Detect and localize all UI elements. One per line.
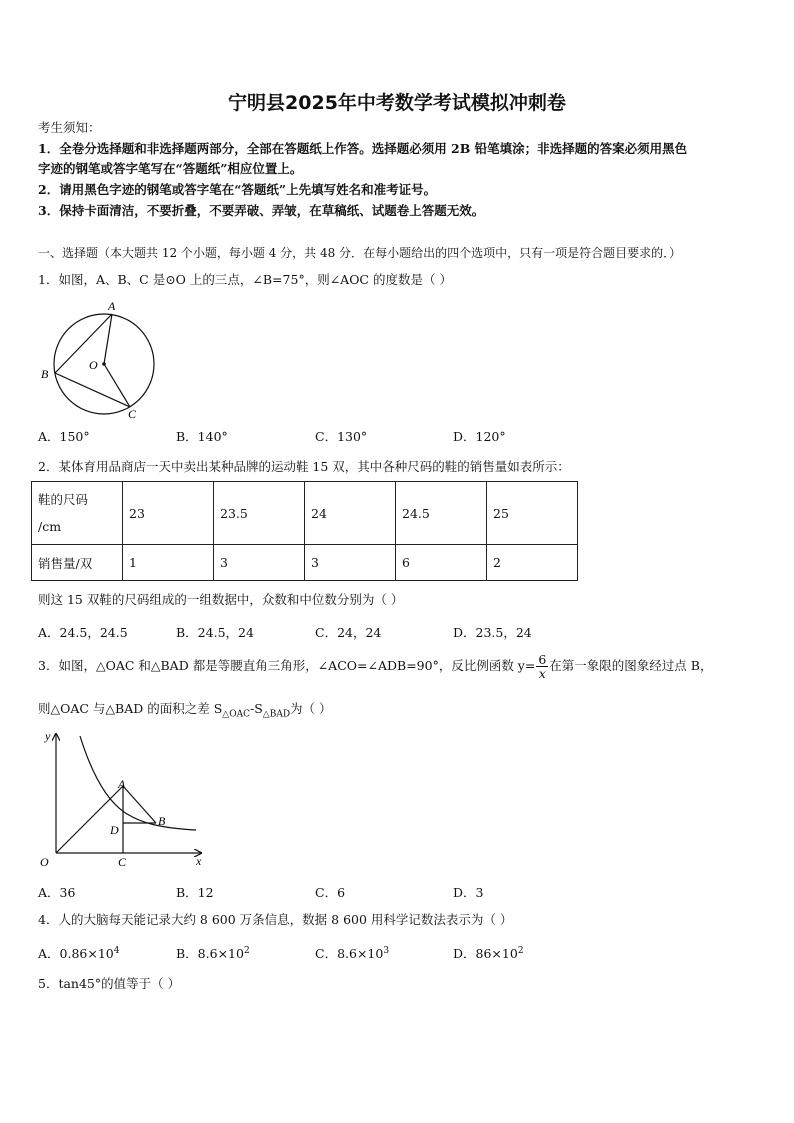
q3-stem-text-b: 在第一象限的图象经过点 B， <box>549 658 713 673</box>
table-cell: 24.5 <box>396 482 487 545</box>
header-size-unit: /cm <box>38 519 62 534</box>
q4-option-b-base: B．8.6×10 <box>176 946 244 961</box>
label-o: O <box>89 358 98 372</box>
header-size-text: 鞋的尺码 <box>38 492 89 507</box>
label-a: A <box>118 777 126 791</box>
table-header-count: 销售量/双 <box>32 545 123 581</box>
q3-option-d: D．3 <box>453 885 484 900</box>
q4-stem: 4．人的大脑每天能记录大约 8 600 万条信息，数据 8 600 用科学记数法表示为（ ） <box>38 912 513 927</box>
q1-option-c: C．130° <box>315 429 368 444</box>
table-header-size <box>32 482 123 545</box>
notice-line-1-cont: 字迹的钢笔或答字笔写在“答题纸”相应位置上。 <box>38 161 303 176</box>
segment-ab <box>123 786 156 823</box>
q4-option-a-base: A．0.86×10 <box>38 946 114 961</box>
notice-heading: 考生须知： <box>38 120 101 135</box>
q3-stem2-b: 为（ ） <box>290 701 332 716</box>
q2-question: 则这 15 双鞋的尺码组成的一组数据中，众数和中位数分别为（ ） <box>38 592 404 607</box>
center-point <box>102 362 106 366</box>
shoe-size-table <box>31 481 578 581</box>
q2-option-a: A．24.5，24.5 <box>38 625 128 640</box>
label-d: D <box>110 823 119 837</box>
q3-stem <box>38 650 712 682</box>
label-x: x <box>196 854 202 868</box>
table-cell: 23 <box>123 482 214 545</box>
subscript-oac: △OAC <box>222 709 250 720</box>
table-cell: 2 <box>487 545 578 581</box>
label-c: C <box>128 407 137 420</box>
q2-option-b: B．24.5，24 <box>176 625 254 640</box>
q2-stem: 2．某体育用品商店一天中卖出某种品牌的运动鞋 15 双，其中各种尺码的鞋的销售量如表所示： <box>38 459 570 474</box>
q4-option-d-base: D．86×10 <box>453 946 518 961</box>
segment-oa <box>56 786 123 853</box>
q5-stem: 5．tan45°的值等于（ ） <box>38 976 181 991</box>
table-cell: 25 <box>487 482 578 545</box>
page-title: 宁明县2025年中考数学考试模拟冲刺卷 <box>228 92 566 114</box>
q4-option-b <box>176 944 250 962</box>
label-y: y <box>45 729 51 743</box>
table-cell: 24 <box>305 482 396 545</box>
q3-stem-line2 <box>38 699 332 725</box>
q4-option-a-exp: 4 <box>113 945 120 956</box>
q4-option-b-exp: 2 <box>243 945 250 956</box>
label-o: O <box>40 855 49 869</box>
q3-option-b: B．12 <box>176 885 214 900</box>
table-cell: 3 <box>305 545 396 581</box>
q4-option-c <box>315 944 389 962</box>
q1-option-d: D．120° <box>453 429 506 444</box>
fraction-numerator: 6 <box>538 652 547 667</box>
q1-stem: 1．如图，A、B、C 是⊙O 上的三点，∠B=75°，则∠AOC 的度数是（ ） <box>38 272 452 287</box>
q4-option-d <box>453 944 524 962</box>
table-cell: 1 <box>123 545 214 581</box>
q3-option-c: C．6 <box>315 885 346 900</box>
q3-stem2-a: 则△OAC 与△BAD 的面积之差 S <box>38 701 223 716</box>
subscript-bad: △BAD <box>262 709 291 720</box>
q2-option-c: C．24，24 <box>315 625 382 640</box>
q1-option-b: B．140° <box>176 429 228 444</box>
table-row <box>32 545 578 581</box>
q4-option-c-exp: 3 <box>383 945 390 956</box>
label-c: C <box>118 855 127 869</box>
fraction-6-over-x <box>536 653 548 680</box>
q2-option-d: D．23.5，24 <box>453 625 532 640</box>
hyperbola-curve <box>80 736 196 830</box>
label-b: B <box>158 814 166 828</box>
table-cell: 23.5 <box>214 482 305 545</box>
q3-minus: -S <box>249 701 263 716</box>
notice-line-1: 1．全卷分选择题和非选择题两部分，全部在答题纸上作答。选择题必须用 2B 铅笔填涂；非选择题的答案必须用黑色 <box>38 141 688 156</box>
table-row <box>32 482 578 545</box>
q3-option-a: A．36 <box>38 885 76 900</box>
notice-line-2: 2．请用黑色字迹的钢笔或答字笔在“答题纸”上先填写姓名和准考证号。 <box>38 182 437 197</box>
table-cell: 3 <box>214 545 305 581</box>
label-a: A <box>108 299 116 313</box>
q1-circle-figure <box>38 296 162 420</box>
q4-option-c-base: C．8.6×10 <box>315 946 384 961</box>
section-heading: 一、选择题（本大题共 12 个小题，每小题 4 分，共 48 分．在每小题给出的四个选项中，只有一项是符合题目要求的．） <box>38 246 682 260</box>
q1-option-a: A．150° <box>38 429 90 444</box>
notice-line-3: 3．保持卡面清洁，不要折叠，不要弄破、弄皱，在草稿纸、试题卷上答题无效。 <box>38 203 485 218</box>
q4-option-a <box>38 944 119 962</box>
q3-stem-text-a: 3．如图，△OAC 和△BAD 都是等腰直角三角形，∠ACO=∠ADB=90°，反比例函数 y= <box>38 658 536 673</box>
q4-option-d-exp: 2 <box>517 945 524 956</box>
fraction-denominator: x <box>538 666 546 681</box>
label-b: B <box>41 367 49 381</box>
table-cell: 6 <box>396 545 487 581</box>
chord-bc <box>55 373 130 407</box>
q3-graph-figure <box>38 728 208 870</box>
